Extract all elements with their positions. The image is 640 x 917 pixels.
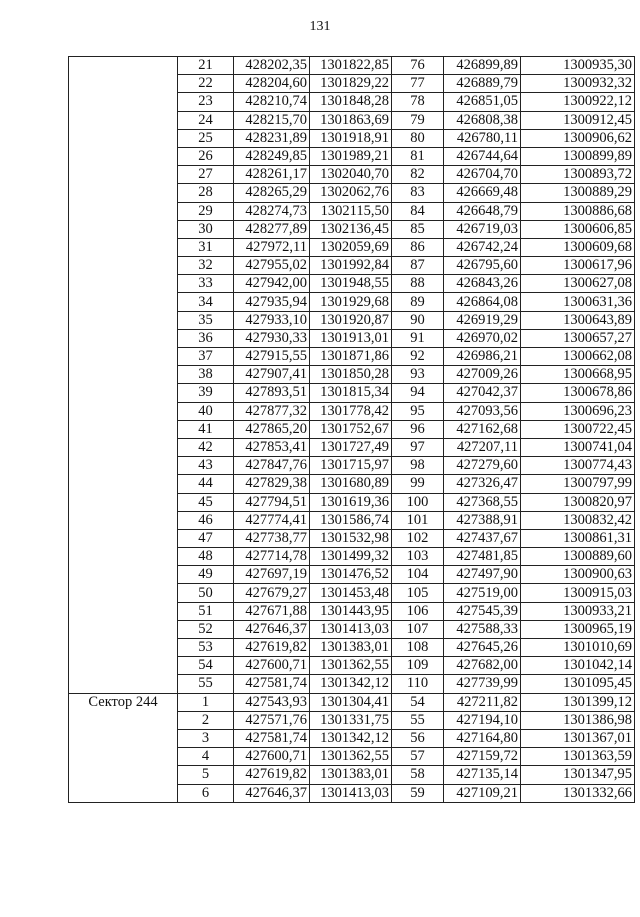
y-coordinate-left: 1301920,87 — [310, 311, 392, 329]
x-coordinate-right: 426795,60 — [444, 257, 521, 275]
y-coordinate-left: 1301848,28 — [310, 93, 392, 111]
y-coordinate-left: 1301476,52 — [310, 566, 392, 584]
y-coordinate-left: 1301829,22 — [310, 75, 392, 93]
x-coordinate-left: 428249,85 — [234, 147, 310, 165]
point-number-left: 54 — [178, 657, 234, 675]
x-coordinate-right: 427159,72 — [444, 748, 521, 766]
point-number-right: 90 — [392, 311, 444, 329]
point-number-right: 93 — [392, 366, 444, 384]
y-coordinate-left: 1301871,86 — [310, 348, 392, 366]
x-coordinate-left: 428204,60 — [234, 75, 310, 93]
point-number-right: 104 — [392, 566, 444, 584]
y-coordinate-right: 1300662,08 — [521, 348, 635, 366]
y-coordinate-right: 1300678,86 — [521, 384, 635, 402]
point-number-left: 26 — [178, 147, 234, 165]
y-coordinate-left: 1301362,55 — [310, 657, 392, 675]
x-coordinate-right: 426719,03 — [444, 220, 521, 238]
point-number-right: 81 — [392, 147, 444, 165]
point-number-right: 91 — [392, 329, 444, 347]
y-coordinate-right: 1301399,12 — [521, 693, 635, 711]
point-number-right: 88 — [392, 275, 444, 293]
x-coordinate-left: 428265,29 — [234, 184, 310, 202]
point-number-right: 59 — [392, 784, 444, 802]
x-coordinate-left: 427600,71 — [234, 748, 310, 766]
y-coordinate-left: 1301850,28 — [310, 366, 392, 384]
point-number-left: 34 — [178, 293, 234, 311]
point-number-right: 108 — [392, 639, 444, 657]
x-coordinate-right: 427388,91 — [444, 511, 521, 529]
x-coordinate-right: 427588,33 — [444, 620, 521, 638]
point-number-left: 39 — [178, 384, 234, 402]
y-coordinate-right: 1300889,60 — [521, 548, 635, 566]
x-coordinate-right: 427109,21 — [444, 784, 521, 802]
point-number-left: 48 — [178, 548, 234, 566]
table-row — [69, 693, 635, 711]
point-number-right: 55 — [392, 711, 444, 729]
point-number-left: 50 — [178, 584, 234, 602]
y-coordinate-left: 1301453,48 — [310, 584, 392, 602]
x-coordinate-right: 426986,21 — [444, 348, 521, 366]
x-coordinate-right: 426704,70 — [444, 166, 521, 184]
point-number-left: 35 — [178, 311, 234, 329]
y-coordinate-right: 1300922,12 — [521, 93, 635, 111]
point-number-left: 33 — [178, 275, 234, 293]
y-coordinate-right: 1300906,62 — [521, 129, 635, 147]
point-number-right: 86 — [392, 238, 444, 256]
y-coordinate-left: 1301752,67 — [310, 420, 392, 438]
y-coordinate-right: 1300915,03 — [521, 584, 635, 602]
point-number-left: 6 — [178, 784, 234, 802]
x-coordinate-right: 426669,48 — [444, 184, 521, 202]
x-coordinate-left: 427581,74 — [234, 729, 310, 747]
y-coordinate-left: 1301948,55 — [310, 275, 392, 293]
y-coordinate-right: 1301042,14 — [521, 657, 635, 675]
y-coordinate-left: 1302062,76 — [310, 184, 392, 202]
x-coordinate-right: 427135,14 — [444, 766, 521, 784]
x-coordinate-left: 427794,51 — [234, 493, 310, 511]
point-number-right: 101 — [392, 511, 444, 529]
x-coordinate-right: 427162,68 — [444, 420, 521, 438]
point-number-right: 96 — [392, 420, 444, 438]
x-coordinate-left: 427619,82 — [234, 766, 310, 784]
x-coordinate-left: 427877,32 — [234, 402, 310, 420]
x-coordinate-left: 428261,17 — [234, 166, 310, 184]
x-coordinate-left: 427893,51 — [234, 384, 310, 402]
y-coordinate-right: 1301386,98 — [521, 711, 635, 729]
x-coordinate-right: 426889,79 — [444, 75, 521, 93]
point-number-right: 98 — [392, 457, 444, 475]
y-coordinate-right: 1301332,66 — [521, 784, 635, 802]
x-coordinate-right: 426648,79 — [444, 202, 521, 220]
y-coordinate-right: 1300631,36 — [521, 293, 635, 311]
y-coordinate-right: 1300889,29 — [521, 184, 635, 202]
point-number-left: 22 — [178, 75, 234, 93]
y-coordinate-right: 1300861,31 — [521, 529, 635, 547]
x-coordinate-right: 426851,05 — [444, 93, 521, 111]
y-coordinate-right: 1300609,68 — [521, 238, 635, 256]
x-coordinate-right: 426919,29 — [444, 311, 521, 329]
x-coordinate-right: 427545,39 — [444, 602, 521, 620]
y-coordinate-right: 1300886,68 — [521, 202, 635, 220]
y-coordinate-left: 1301443,95 — [310, 602, 392, 620]
x-coordinate-left: 427942,00 — [234, 275, 310, 293]
point-number-left: 5 — [178, 766, 234, 784]
y-coordinate-left: 1302059,69 — [310, 238, 392, 256]
table-body — [69, 57, 635, 803]
x-coordinate-left: 427935,94 — [234, 293, 310, 311]
point-number-right: 92 — [392, 348, 444, 366]
point-number-right: 105 — [392, 584, 444, 602]
y-coordinate-right: 1301095,45 — [521, 675, 635, 693]
y-coordinate-left: 1302115,50 — [310, 202, 392, 220]
x-coordinate-left: 427907,41 — [234, 366, 310, 384]
point-number-left: 23 — [178, 93, 234, 111]
point-number-right: 54 — [392, 693, 444, 711]
x-coordinate-right: 427368,55 — [444, 493, 521, 511]
x-coordinate-left: 427581,74 — [234, 675, 310, 693]
point-number-left: 25 — [178, 129, 234, 147]
point-number-left: 4 — [178, 748, 234, 766]
point-number-right: 80 — [392, 129, 444, 147]
point-number-left: 55 — [178, 675, 234, 693]
x-coordinate-right: 427042,37 — [444, 384, 521, 402]
point-number-right: 82 — [392, 166, 444, 184]
y-coordinate-left: 1302136,45 — [310, 220, 392, 238]
x-coordinate-right: 426808,38 — [444, 111, 521, 129]
sector-label — [69, 57, 178, 694]
point-number-left: 31 — [178, 238, 234, 256]
y-coordinate-left: 1301331,75 — [310, 711, 392, 729]
x-coordinate-left: 427774,41 — [234, 511, 310, 529]
x-coordinate-left: 427853,41 — [234, 438, 310, 456]
y-coordinate-right: 1300832,42 — [521, 511, 635, 529]
point-number-left: 24 — [178, 111, 234, 129]
point-number-right: 79 — [392, 111, 444, 129]
x-coordinate-left: 427600,71 — [234, 657, 310, 675]
point-number-left: 41 — [178, 420, 234, 438]
y-coordinate-right: 1300696,23 — [521, 402, 635, 420]
y-coordinate-right: 1300899,89 — [521, 147, 635, 165]
point-number-right: 109 — [392, 657, 444, 675]
x-coordinate-right: 427009,26 — [444, 366, 521, 384]
point-number-left: 27 — [178, 166, 234, 184]
y-coordinate-left: 1301715,97 — [310, 457, 392, 475]
x-coordinate-left: 427571,76 — [234, 711, 310, 729]
point-number-left: 2 — [178, 711, 234, 729]
x-coordinate-right: 427164,80 — [444, 729, 521, 747]
table-row — [69, 57, 635, 75]
y-coordinate-right: 1300933,21 — [521, 602, 635, 620]
point-number-left: 42 — [178, 438, 234, 456]
point-number-right: 57 — [392, 748, 444, 766]
point-number-left: 37 — [178, 348, 234, 366]
y-coordinate-left: 1301815,34 — [310, 384, 392, 402]
point-number-right: 95 — [392, 402, 444, 420]
x-coordinate-left: 428277,89 — [234, 220, 310, 238]
point-number-left: 46 — [178, 511, 234, 529]
x-coordinate-right: 427682,00 — [444, 657, 521, 675]
y-coordinate-left: 1301499,32 — [310, 548, 392, 566]
point-number-right: 97 — [392, 438, 444, 456]
x-coordinate-right: 426843,26 — [444, 275, 521, 293]
y-coordinate-left: 1301863,69 — [310, 111, 392, 129]
y-coordinate-right: 1300668,95 — [521, 366, 635, 384]
point-number-left: 47 — [178, 529, 234, 547]
point-number-left: 52 — [178, 620, 234, 638]
y-coordinate-left: 1301619,36 — [310, 493, 392, 511]
point-number-left: 43 — [178, 457, 234, 475]
point-number-left: 32 — [178, 257, 234, 275]
y-coordinate-right: 1300627,08 — [521, 275, 635, 293]
point-number-left: 38 — [178, 366, 234, 384]
x-coordinate-left: 427915,55 — [234, 348, 310, 366]
y-coordinate-left: 1301586,74 — [310, 511, 392, 529]
y-coordinate-right: 1300965,19 — [521, 620, 635, 638]
x-coordinate-left: 427829,38 — [234, 475, 310, 493]
x-coordinate-right: 427194,10 — [444, 711, 521, 729]
point-number-right: 106 — [392, 602, 444, 620]
point-number-right: 107 — [392, 620, 444, 638]
x-coordinate-right: 427279,60 — [444, 457, 521, 475]
y-coordinate-left: 1301413,03 — [310, 620, 392, 638]
x-coordinate-right: 426864,08 — [444, 293, 521, 311]
y-coordinate-right: 1301363,59 — [521, 748, 635, 766]
point-number-right: 78 — [392, 93, 444, 111]
point-number-left: 36 — [178, 329, 234, 347]
x-coordinate-left: 428210,74 — [234, 93, 310, 111]
point-number-right: 89 — [392, 293, 444, 311]
y-coordinate-right: 1300900,63 — [521, 566, 635, 584]
y-coordinate-left: 1301532,98 — [310, 529, 392, 547]
coordinates-table — [68, 56, 635, 803]
x-coordinate-left: 427955,02 — [234, 257, 310, 275]
point-number-right: 85 — [392, 220, 444, 238]
point-number-left: 53 — [178, 639, 234, 657]
point-number-left: 28 — [178, 184, 234, 202]
y-coordinate-right: 1300774,43 — [521, 457, 635, 475]
y-coordinate-left: 1301383,01 — [310, 766, 392, 784]
y-coordinate-right: 1301367,01 — [521, 729, 635, 747]
y-coordinate-right: 1301010,69 — [521, 639, 635, 657]
y-coordinate-left: 1302040,70 — [310, 166, 392, 184]
point-number-right: 84 — [392, 202, 444, 220]
y-coordinate-left: 1301918,91 — [310, 129, 392, 147]
x-coordinate-right: 426970,02 — [444, 329, 521, 347]
x-coordinate-right: 426744,64 — [444, 147, 521, 165]
point-number-left: 1 — [178, 693, 234, 711]
x-coordinate-right: 427739,99 — [444, 675, 521, 693]
point-number-right: 76 — [392, 57, 444, 75]
y-coordinate-right: 1300617,96 — [521, 257, 635, 275]
y-coordinate-right: 1300657,27 — [521, 329, 635, 347]
y-coordinate-right: 1300820,97 — [521, 493, 635, 511]
y-coordinate-right: 1300797,99 — [521, 475, 635, 493]
point-number-left: 51 — [178, 602, 234, 620]
x-coordinate-left: 427619,82 — [234, 639, 310, 657]
y-coordinate-left: 1301989,21 — [310, 147, 392, 165]
point-number-right: 100 — [392, 493, 444, 511]
y-coordinate-left: 1301383,01 — [310, 639, 392, 657]
x-coordinate-left: 427847,76 — [234, 457, 310, 475]
y-coordinate-left: 1301822,85 — [310, 57, 392, 75]
point-number-right: 99 — [392, 475, 444, 493]
y-coordinate-left: 1301913,01 — [310, 329, 392, 347]
x-coordinate-right: 427645,26 — [444, 639, 521, 657]
y-coordinate-left: 1301727,49 — [310, 438, 392, 456]
x-coordinate-left: 428231,89 — [234, 129, 310, 147]
x-coordinate-right: 427207,11 — [444, 438, 521, 456]
point-number-left: 21 — [178, 57, 234, 75]
x-coordinate-left: 428215,70 — [234, 111, 310, 129]
y-coordinate-right: 1300741,04 — [521, 438, 635, 456]
y-coordinate-left: 1301778,42 — [310, 402, 392, 420]
point-number-left: 3 — [178, 729, 234, 747]
sector-label: Сектор 244 — [69, 693, 178, 802]
y-coordinate-right: 1300722,45 — [521, 420, 635, 438]
x-coordinate-left: 427543,93 — [234, 693, 310, 711]
y-coordinate-left: 1301304,41 — [310, 693, 392, 711]
point-number-left: 30 — [178, 220, 234, 238]
y-coordinate-left: 1301929,68 — [310, 293, 392, 311]
y-coordinate-left: 1301342,12 — [310, 675, 392, 693]
x-coordinate-left: 427679,27 — [234, 584, 310, 602]
point-number-left: 44 — [178, 475, 234, 493]
y-coordinate-right: 1300893,72 — [521, 166, 635, 184]
point-number-right: 94 — [392, 384, 444, 402]
y-coordinate-right: 1301347,95 — [521, 766, 635, 784]
point-number-left: 29 — [178, 202, 234, 220]
y-coordinate-left: 1301992,84 — [310, 257, 392, 275]
point-number-right: 56 — [392, 729, 444, 747]
x-coordinate-right: 427481,85 — [444, 548, 521, 566]
x-coordinate-right: 427519,00 — [444, 584, 521, 602]
point-number-left: 49 — [178, 566, 234, 584]
x-coordinate-left: 427930,33 — [234, 329, 310, 347]
x-coordinate-right: 426780,11 — [444, 129, 521, 147]
x-coordinate-right: 427497,90 — [444, 566, 521, 584]
x-coordinate-right: 426899,89 — [444, 57, 521, 75]
x-coordinate-left: 428274,73 — [234, 202, 310, 220]
x-coordinate-left: 427933,10 — [234, 311, 310, 329]
point-number-right: 77 — [392, 75, 444, 93]
y-coordinate-right: 1300932,32 — [521, 75, 635, 93]
x-coordinate-left: 427646,37 — [234, 620, 310, 638]
y-coordinate-left: 1301342,12 — [310, 729, 392, 747]
page-number: 131 — [309, 19, 331, 34]
point-number-right: 58 — [392, 766, 444, 784]
point-number-right: 103 — [392, 548, 444, 566]
y-coordinate-left: 1301680,89 — [310, 475, 392, 493]
y-coordinate-right: 1300912,45 — [521, 111, 635, 129]
x-coordinate-left: 427646,37 — [234, 784, 310, 802]
y-coordinate-left: 1301413,03 — [310, 784, 392, 802]
x-coordinate-left: 427865,20 — [234, 420, 310, 438]
point-number-right: 102 — [392, 529, 444, 547]
x-coordinate-left: 427738,77 — [234, 529, 310, 547]
x-coordinate-left: 427697,19 — [234, 566, 310, 584]
x-coordinate-left: 427714,78 — [234, 548, 310, 566]
point-number-right: 110 — [392, 675, 444, 693]
x-coordinate-left: 427671,88 — [234, 602, 310, 620]
point-number-right: 87 — [392, 257, 444, 275]
point-number-left: 45 — [178, 493, 234, 511]
x-coordinate-left: 427972,11 — [234, 238, 310, 256]
y-coordinate-right: 1300643,89 — [521, 311, 635, 329]
x-coordinate-right: 427326,47 — [444, 475, 521, 493]
x-coordinate-right: 427211,82 — [444, 693, 521, 711]
x-coordinate-right: 427093,56 — [444, 402, 521, 420]
point-number-right: 83 — [392, 184, 444, 202]
y-coordinate-right: 1300606,85 — [521, 220, 635, 238]
point-number-left: 40 — [178, 402, 234, 420]
x-coordinate-right: 426742,24 — [444, 238, 521, 256]
x-coordinate-right: 427437,67 — [444, 529, 521, 547]
y-coordinate-right: 1300935,30 — [521, 57, 635, 75]
x-coordinate-left: 428202,35 — [234, 57, 310, 75]
y-coordinate-left: 1301362,55 — [310, 748, 392, 766]
